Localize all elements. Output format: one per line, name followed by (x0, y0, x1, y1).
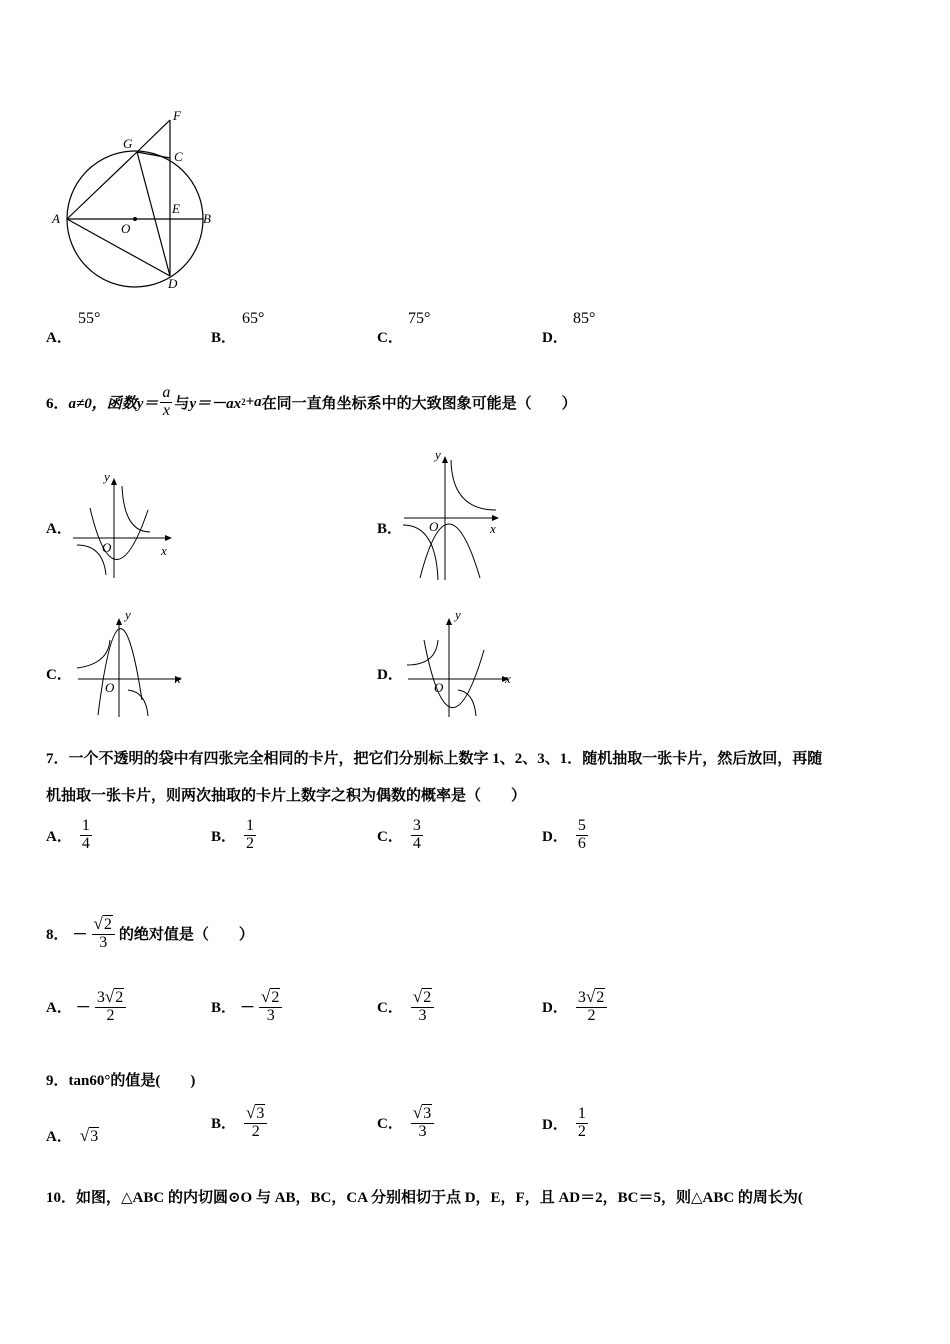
q6-and: 与 (174, 395, 190, 412)
q6-option-a-label[interactable]: A． (46, 521, 72, 537)
q10-stem: 10．如图，△ABC 的内切圆⊙O 与 AB，BC，CA 分别相切于点 D，E，F，且 AD＝2，BC＝5，则△ABC 的周长为( (46, 1190, 803, 1206)
axis-y: y (435, 447, 441, 462)
axis-x: x (175, 671, 181, 686)
label-o: O (121, 221, 131, 236)
q9-stem: 9．tan60°的值是( ) (46, 1073, 196, 1089)
q6-option-b-label[interactable]: B． (377, 521, 403, 537)
q6-tail: 在同一直角坐标系中的大致图象可能是（ ） (261, 395, 577, 412)
option-label: A． (46, 330, 72, 346)
q6-graph-c[interactable] (70, 605, 190, 720)
origin: O (105, 680, 115, 695)
q9-option-d[interactable]: D． $\frac{1}{2}$ (542, 1105, 586, 1140)
q6-number: 6． (46, 395, 69, 412)
q6-func1: y＝ (136, 395, 159, 412)
option-label: C． (377, 330, 403, 346)
circle-figure (40, 100, 230, 295)
label-c: C (174, 149, 183, 164)
origin: O (102, 540, 112, 555)
origin: O (429, 519, 439, 534)
label-g: G (123, 136, 133, 151)
axis-y: y (455, 607, 461, 622)
q8-option-b[interactable]: B． － $\frac{√2}{3}$ (211, 988, 282, 1025)
line-ag (67, 152, 137, 219)
q6-graph-d[interactable] (400, 605, 520, 720)
q8-option-c[interactable]: C． $\frac{√2}{3}$ (377, 988, 434, 1025)
option-value: 85° (573, 310, 596, 327)
q8-option-a[interactable]: A． － $\frac{3√2}{2}$ (46, 988, 126, 1025)
q7-option-a[interactable]: A． $\frac{1}{4}$ (46, 817, 90, 852)
q8-fraction: $\frac{√2}{3}$ (92, 915, 115, 952)
option-value: 75° (408, 310, 431, 327)
q9-option-c[interactable]: C． $\frac{√3}{3}$ (377, 1104, 434, 1141)
axis-x: x (161, 543, 167, 558)
option-value: 55° (78, 310, 101, 327)
option-label: D． (542, 330, 568, 346)
center-dot (133, 217, 137, 221)
q9-option-a[interactable]: A． √3 (46, 1125, 99, 1145)
line-gc (137, 152, 170, 158)
q6-option-c-label[interactable]: C． (46, 667, 72, 683)
axis-y: y (125, 607, 131, 622)
option-value: 65° (242, 310, 265, 327)
q7-line1: 7．一个不透明的袋中有四张完全相同的卡片，把它们分别标上数字 1、2、3、1．随机抽取一张卡片，然后放回，再随 (46, 751, 823, 767)
q8-option-d[interactable]: D． $\frac{3√2}{2}$ (542, 988, 607, 1025)
q7-option-c[interactable]: C． $\frac{3}{4}$ (377, 817, 421, 852)
q9-option-b[interactable]: B． $\frac{√3}{2}$ (211, 1104, 267, 1141)
q6-fraction: $\frac{a}{x}$ (162, 383, 171, 419)
label-e: E (172, 201, 180, 216)
q6-func2: y＝－ax (189, 395, 242, 412)
label-f: F (173, 108, 181, 123)
line-gd (137, 152, 170, 276)
q6-condition: a≠0，函数 (68, 395, 137, 412)
q6-option-d-label[interactable]: D． (377, 667, 403, 683)
origin: O (434, 680, 444, 695)
label-d: D (168, 276, 178, 291)
line-gf (137, 120, 170, 152)
label-b: B (203, 211, 211, 226)
q7-option-b[interactable]: B． $\frac{1}{2}$ (211, 817, 255, 852)
q6-graph-a[interactable] (70, 465, 180, 580)
axis-y: y (104, 469, 110, 484)
label-a: A (52, 211, 60, 226)
q7-line2: 机抽取一张卡片，则两次抽取的卡片上数字之积为偶数的概率是（ ） (46, 788, 527, 804)
line-ad (67, 219, 170, 276)
q6-stem: 6． a≠0，函数 y＝ $\frac{a}{x}$ 与 y＝－ax 2 +a 在同一直角坐标系中的大致图象可能是（ ） (46, 383, 577, 419)
option-label: B． (211, 330, 237, 346)
q6-graph-b[interactable] (400, 445, 510, 585)
q7-option-d[interactable]: D． $\frac{5}{6}$ (542, 817, 586, 852)
q8-stem: 8． － $\frac{√2}{3}$ 的绝对值是（ ） (46, 913, 254, 951)
axis-x: x (505, 671, 511, 686)
axis-x: x (490, 521, 496, 536)
